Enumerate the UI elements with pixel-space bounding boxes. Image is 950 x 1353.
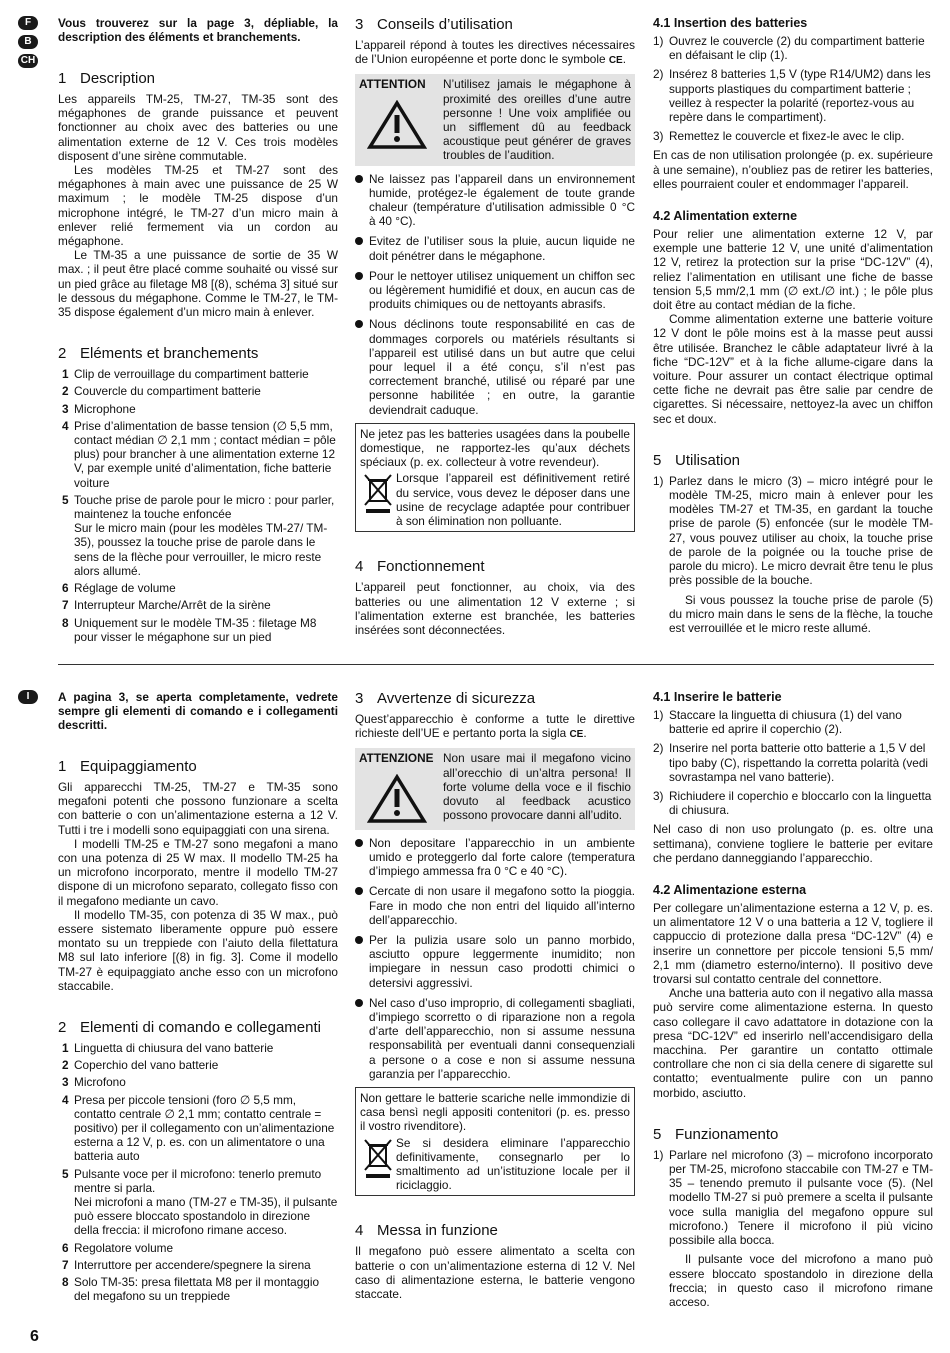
safety-list (355, 836, 635, 1081)
list-item: Evitez de l’utiliser sous la pluie, aucun liquide ne doit pénétrer dans le mégaphone. (355, 234, 635, 262)
section-heading: 4 Messa in funzione (355, 1222, 498, 1240)
paragraph: Nel caso di non uso prolungato (p. es. oltre una settimana), conviene togliere le batterie per evitare che perdano danneggiando l’apparecchio. (653, 822, 933, 865)
list-item: 5 Pulsante voce per il microfono: tenerlo premuto mentre si parla. Nei microfoni a mano (TM-27 e TM-35), il pulsante può essere bloccato spostandolo in direzione della freccia: il microfono rimane acceso. (62, 1166, 338, 1238)
list-item: 3 Microfono (62, 1075, 126, 1090)
language-badges (18, 16, 38, 73)
list-item: 4 Prise d’alimentation de basse tension (∅ 5,5 mm, contact médian ∅ 2,1 mm ; contact médian = pôle plus) pour brancher à une alimentation externe 12 V, par exemple unité d’alimentation, fiche batterie voiture (62, 418, 336, 490)
ce-mark-icon: CE (608, 55, 623, 67)
paragraph: Gli apparecchi TM-25, TM-27 e TM-35 sono megafoni potenti che possono funzionare a scelta con batterie o con un’alimentazione esterna a 12 V. Tutti i tre i modelli sono equipaggiati con una sirena. (58, 780, 338, 837)
list-item: 5 Touche prise de parole pour le micro : pour parler, maintenez la touche enfoncée Sur le micro main (pour les modèles TM-27/ TM-35), poussez la touche prise de parole dans le sens de la flèche pour verrouiller, le micro reste alors allumé. (62, 492, 335, 578)
section-heading: 5 Utilisation (653, 451, 741, 469)
it-column-3 (653, 690, 933, 1309)
paragraph: En cas de non utilisation prolongée (p. ex. supérieure à une semaine), n’oubliez pas de retirer les batteries, elles pourraient couler et endommager l’appareil. (653, 148, 933, 191)
italian-section (0, 690, 950, 1330)
lang-badge-i: I (18, 690, 38, 704)
step-list (653, 708, 933, 817)
fr-column-1 (58, 16, 338, 647)
list-item: 3) Remettez le couvercle et fixez-le avec le clip. (653, 129, 905, 144)
element-list (58, 367, 338, 644)
list-item: 2 Coperchio del vano batterie (62, 1058, 219, 1073)
list-item: Pour le nettoyer utilisez uniquement un chiffon sec ou légèrement humidifié et doux, en aucun cas de produits chimiques ou de nettoyants abrasifs. (355, 269, 635, 312)
paragraph: L’appareil répond à toutes les directives nécessaires de l’Union européenne et porte donc le symbole CE. (355, 38, 635, 67)
section-heading: 4 Fonctionnement (355, 558, 485, 576)
list-item: 7 Interruttore per accendere/spegnere la sirena (62, 1257, 311, 1272)
section-heading: 1 Equipaggiamento (58, 758, 197, 775)
list-item: 1) Staccare la linguetta di chiusura (1) del vano batterie ed aprire il coperchio (2). (653, 708, 902, 737)
paragraph: Pour relier une alimentation externe 12 V, par exemple une batterie 12 V, une unité d’alimentation 12 V, retirez la protection sur la prise “DC-12V” (4), reliez l’alimentation en utilisant une fiche de basse tension 5,5 mm/2,1 mm (∅ ext./∅ int.) ; le pôle plus doit être au contact médian de la fiche. (653, 227, 933, 313)
paragraph: Comme alimentation externe une batterie voiture 12 V dont le pôle moins est à la masse peut aussi être utilisée. Branchez le câble adaptateur livré à la fiche “DC-12V” et à la fiche allume-cigare dans la voiture. Pour assurer un contact électrique optimal cette fiche ne devrait pas être salie par cendre de cigarettes. Si nécessaire, nettoyez-la avec un chiffon sec et doux. (653, 312, 933, 426)
paragraph: Les modèles TM-25 et TM-27 sont des mégaphones à main avec une puissance de 25 W maximum ; le modèle TM-25 dispose d’un microphone intégré, le TM-27 d’un micro main à enlever relié fermement via un cordon au mégaphone. (58, 163, 338, 249)
step-list (653, 34, 933, 143)
section-heading: 1 Description (58, 70, 156, 87)
intro-text: Vous trouverez sur la page 3, dépliable, la description des éléments et branchements. (58, 16, 338, 44)
list-item: 1) Parlez dans le micro (3) – micro intégré pour le modèle TM-25, micro main à enlever pour les modèles TM-27 et TM-35, en gardant la touche prise de parole (5) enfoncée (sur le modèle TM-27, vous pouvez utiliser au choix, la touche prise de parole de la poignée ou la touche prise de parole du micro). Le micro devrait être tenu le plus près possible de la bouche. (653, 473, 933, 588)
list-item: Non depositare l’apparecchio in un ambiente umido e proteggerlo dal forte calore (temperatura d’impiego ammessa fra 0 °C e 40 °C). (355, 836, 635, 879)
safety-list (355, 172, 635, 417)
warning-label: ATTENZIONE (359, 751, 434, 766)
list-item: 3) Richiudere il coperchio e bloccarlo con la linguetta di chiusura. (653, 789, 932, 818)
list-item: Cercate di non usare il megafono sotto la pioggia. Fare in modo che non entri del liquido all’interno dell’apparecchio. (355, 884, 635, 927)
fr-column-2 (355, 16, 635, 637)
paragraph: Per collegare un’alimentazione esterna a 12 V, p. es. un alimentatore 12 V o una batteria a 12 V, togliere il cappuccio di protezione dalla presa “DC-12V” (4) e inserire un connettore per piccole tensioni 5,5 mm/ 2,1 mm (diametro esterno/interno). Il positivo deve trovarsi sul contatto centrale del connettore. (653, 901, 933, 987)
list-item: Nel caso d’uso improprio, di collegamenti sbagliati, d’impiego scorretto o di riparazione non a regola d’arte dell’apparecchio, non si assume nessuna responsabilità per eventuali danni consequenziali a persone o a cose e non si assume nessuna garanzia per l’apparecchio. (355, 996, 635, 1081)
step-list (653, 474, 933, 588)
list-item: 8 Uniquement sur le modèle TM-35 : filetage M8 pour visser le mégaphone sur un pied (62, 615, 317, 644)
list-item: Nous déclinons toute responsabilité en cas de dommages corporels ou matériels résultants si l’appareil est utilisé dans un but autre que celui pour lequel il a été conçu, s’il n’est pas correctement branché, utilisé ou réparé par une personne habilitée ; en outre, la garantie deviendrait caduque. (355, 317, 635, 416)
warning-text: N’utilisez jamais le mégaphone à proximité des oreilles d’une autre personne ! Une voix amplifiée ou un sifflement dû au feedback acoustique peut générer de graves troubles de l’audition. (443, 77, 631, 163)
list-item: 3 Microphone (62, 401, 136, 416)
lang-badge-f: F (18, 16, 38, 30)
warning-text: Non usare mai il megafono vicino all’orecchio di un’altra persona! Il forte volume della voce e il fischio dovuto al feedback acustico possono provocare danni all’udito. (443, 751, 631, 823)
list-item: Per la pulizia usare solo un panno morbido, asciutto oppure leggermente inumidito; non impiegare in nessun caso prodotti chimici o detersivi aggressivi. (355, 933, 635, 990)
it-column-2 (355, 690, 635, 1301)
crossed-bin-icon (360, 471, 396, 515)
paragraph: Il megafono può essere alimentato a scelta con batterie o con un’alimentazione esterna di 12 V. Nel caso di alimentazione esterna, le batterie vengono staccate. (355, 1244, 635, 1302)
ce-mark-icon: CE (569, 729, 584, 741)
list-item: 2) Inserire nel porta batterie otto batterie a 1,5 V del tipo baby (C), rispettando la corretta polarità (vedi sovrastampa nel vano batterie). (653, 741, 929, 784)
warning-triangle-icon (367, 100, 427, 150)
subsection-heading: 4.2 Alimentazione esterna (653, 883, 807, 898)
it-column-1 (58, 690, 338, 1307)
list-item: 6 Regolatore volume (62, 1240, 174, 1255)
subsection-heading: 4.1 Insertion des batteries (653, 16, 808, 30)
section-heading: 2 Elementi di comando e collegamenti (58, 1019, 321, 1037)
fr-column-3 (653, 16, 933, 635)
list-item: 1) Parlare nel microfono (3) – microfono incorporato per TM-25, microfono staccabile con TM-27 e TM-35 – tenendo premuto il pulsante voce (5). (Nel modello TM-27 si può premere a scelta il pulsante voce sulla maniglia del megafono oppure sul microfono.) Tenere il microfono il più vicino possibile alla bocca. (653, 1147, 933, 1248)
paragraph: Les appareils TM-25, TM-27, TM-35 sont des mégaphones de grande puissance et peuvent fonctionner au choix avec des batteries ou une alimentation externe de 12 V. Ces trois modèles disposent d’une sirène commutable. (58, 92, 338, 163)
lang-badge-b: B (18, 35, 38, 49)
paragraph: Quest’apparecchio è conforme a tutte le direttive richieste dell’UE e pertanto porta la sigla CE. (355, 712, 635, 741)
list-item: 8 Solo TM-35: presa filettata M8 per il montaggio del megafono su un treppiede (62, 1275, 320, 1304)
french-section (0, 16, 950, 656)
warning-box (355, 74, 635, 165)
section-heading: 3 Conseils d’utilisation (355, 16, 513, 33)
warning-label: ATTENTION (359, 77, 426, 92)
lang-badge-ch: CH (18, 54, 38, 68)
list-item: 7 Interrupteur Marche/Arrêt de la sirène (62, 598, 271, 613)
subsection-heading: 4.1 Inserire le batterie (653, 690, 782, 704)
disposal-box: Ne jetez pas les batteries usagées dans la poubelle domestique, ne rapportez-les qu’aux déchets spéciaux (p. ex. collecteur à votre revendeur). Lorsque l’appareil est définitivement retiré du service, vous devez le déposer dans une usine de recyclage adaptée pour contribuer à son élimination non polluante. (355, 423, 635, 532)
crossed-bin-icon (360, 1136, 396, 1180)
subsection-heading: 4.2 Alimentation externe (653, 209, 798, 224)
list-item: 4 Presa per piccole tensioni (foro ∅ 5,5 mm, contatto centrale ∅ 2,1 mm; contatto centrale = positivo) per il collegamento con un’alimentazione esterna a 12 V, p. es. con un alimentatore o una batteria auto (62, 1092, 335, 1164)
paragraph: Il pulsante voce del microfono a mano può essere bloccato spostandolo in direzione della freccia; in questo caso il microfono rimane acceso. (669, 1252, 933, 1309)
list-item: 2 Couvercle du compartiment batterie (62, 384, 261, 399)
list-item: 2) Insérez 8 batteries 1,5 V (type R14/UM2) dans les supports plastiques du compartiment batterie ; veillez à respecter la polarité (reportez-vous au repère dans le compartiment). (653, 67, 931, 125)
intro-text: A pagina 3, se aperta completamente, vedrete sempre gli elementi di comando e i collegamenti descritti. (58, 690, 338, 732)
paragraph: Si vous poussez la touche prise de parole (5) du micro main dans le sens de la flèche, la touche est verrouillée et le micro reste allumé. (669, 592, 933, 635)
warning-triangle-icon (367, 774, 427, 824)
section-heading: 5 Funzionamento (653, 1125, 779, 1143)
paragraph: I modelli TM-25 e TM-27 sono megafoni a mano con una potenza di 25 W max. Il modello TM-25 ha un microfono incorporato, mentre il modello TM-27 dispone di un microfono separato, collegato fisso con il megafono mediante un cavo. (58, 836, 338, 908)
warning-box (355, 748, 635, 829)
page-number: 6 (30, 1328, 39, 1345)
list-item: 1 Clip de verrouillage du compartiment batterie (62, 367, 309, 382)
list-item: 6 Réglage de volume (62, 581, 176, 596)
language-badges (18, 690, 38, 709)
section-heading: 3 Avvertenze di sicurezza (355, 690, 536, 707)
paragraph: Il modello TM-35, con potenza di 35 W max., può essere sistemato liberamente oppure può essere montato su un treppiede con l’aiuto della filettatura M8 sul lato inferiore [(8) in fig. 3]. Come il modello TM-27 è equipaggiato anche esso con un microfono staccabile. (58, 907, 338, 993)
step-list (653, 1148, 933, 1247)
element-list (58, 1041, 338, 1303)
paragraph: Anche una batteria auto con il negativo alla massa può servire come alimentazione esterna. In questo caso collegare il cavo adattatore in dotazione con la presa “DC-12V” ed inserirlo nell’accendisigaro della macchina. Per garantire un contatto ottimale controllare che non ci sia della cenere di sigarette sul contatto; eventualmente pulire con un panno morbido, asciutto. (653, 986, 933, 1100)
section-heading: 2 Eléments et branchements (58, 345, 259, 363)
disposal-box: Non gettare le batterie scariche nelle immondizie di casa bensì negli appositi contenitori (p. es. presso il vostro rivenditore). Se si desidera eliminare l’apparecchio definitivamente, consegnarlo per lo smaltimento ad un’istituzione locale per il riciclaggio. (355, 1087, 635, 1196)
list-item: 1) Ouvrez le couvercle (2) du compartiment batterie en défaisant le clip (1). (653, 34, 925, 63)
section-divider (58, 664, 934, 665)
list-item: Ne laissez pas l’appareil dans un environnement humide, protégez-le également de toute grande chaleur (température d’utilisation admissible 0 °C à 40 °C). (355, 172, 635, 229)
paragraph: Le TM-35 a une puissance de sortie de 35 W max. ; il peut être placé comme souhaité ou vissé sur un pied grâce au filetage M8 [(8), schéma 3] situé sur le dessous du mégaphone. Comme le TM-27, le TM-35 dispose également d’un micro main à enlever. (58, 248, 338, 320)
paragraph: L’appareil peut fonctionner, au choix, via des batteries ou une alimentation 12 V externe ; si l’alimentation externe est branchée, les batteries insérées sont déconnectées. (355, 580, 635, 637)
list-item: 1 Linguetta di chiusura del vano batterie (62, 1041, 274, 1056)
